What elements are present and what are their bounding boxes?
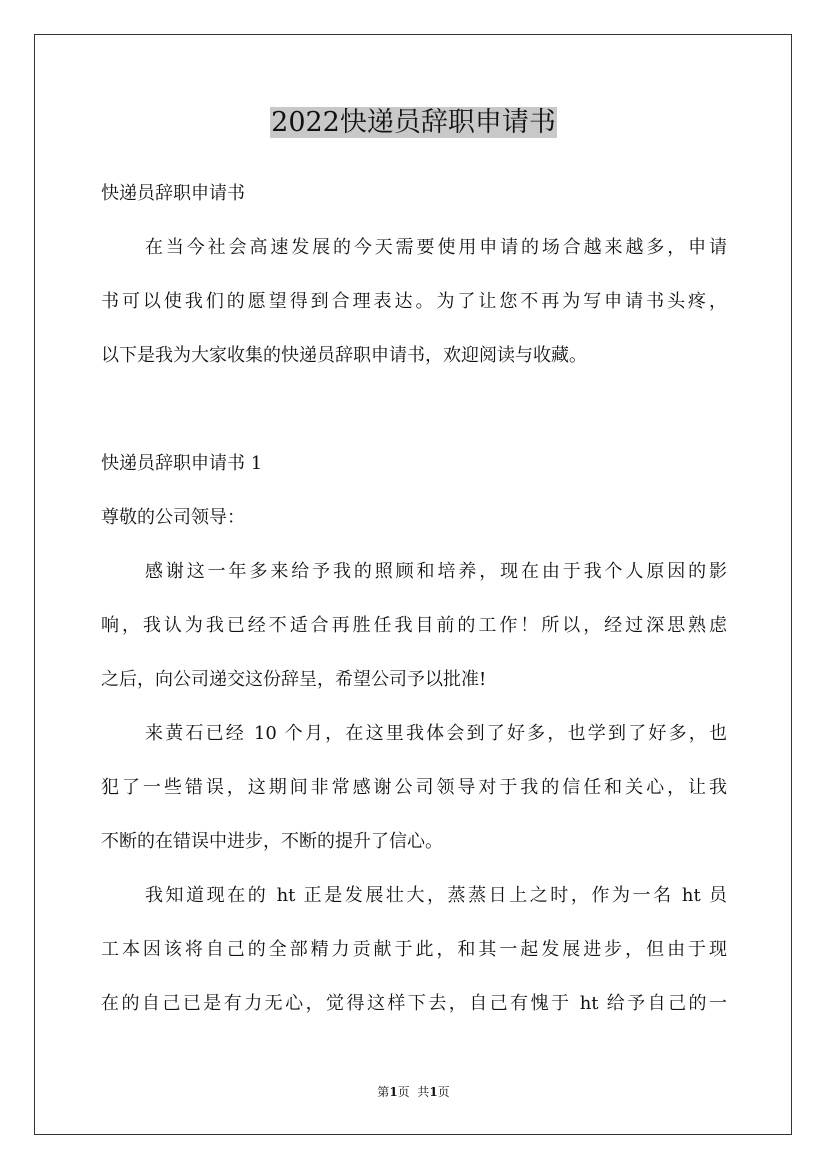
document-title [0, 104, 827, 142]
document-title-text: 2022快递员辞职申请书 [271, 107, 556, 138]
section-heading: 快递员辞职申请书 [101, 183, 245, 204]
paragraph-line: 不断的在错误中进步，不断的提升了信心。 [101, 831, 443, 852]
salutation: 尊敬的公司领导： [101, 507, 245, 528]
paragraph-line: 之后，向公司递交这份辞呈，希望公司予以批准! [101, 669, 487, 690]
page-footer [0, 1084, 827, 1100]
section-heading: 快递员辞职申请书 1 [101, 453, 263, 474]
paragraph-line: 书可以使我们的愿望得到合理表达。为了让您不再为写申请书头疼， [101, 291, 727, 312]
page-label-suffix: 页 [437, 1085, 450, 1099]
paragraph-line: 响，我认为我已经不适合再胜任我目前的工作！所以，经过深思熟虑 [101, 615, 727, 636]
paragraph-line: 在当今社会高速发展的今天需要使用申请的场合越来越多，申请 [145, 237, 727, 258]
page-label-mid: 页 共 [397, 1085, 430, 1099]
paragraph-line: 我知道现在的 ht 正是发展壮大，蒸蒸日上之时，作为一名 ht 员 [145, 885, 727, 906]
paragraph-line: 感谢这一年多来给予我的照顾和培养，现在由于我个人原因的影 [145, 561, 727, 582]
page-total: 1 [429, 1085, 438, 1099]
page-current: 1 [389, 1085, 398, 1099]
paragraph-line: 以下是我为大家收集的快递员辞职申请书，欢迎阅读与收藏。 [101, 345, 587, 366]
paragraph-line: 工本因该将自己的全部精力贡献于此，和其一起发展进步，但由于现 [101, 939, 727, 960]
paragraph-line: 犯了一些错误，这期间非常感谢公司领导对于我的信任和关心，让我 [101, 777, 727, 798]
paragraph-line: 在的自己已是有力无心，觉得这样下去，自己有愧于 ht 给予自己的一 [101, 993, 727, 1014]
page-label-prefix: 第 [377, 1085, 390, 1099]
paragraph-line: 来黄石已经 10 个月，在这里我体会到了好多，也学到了好多，也 [145, 723, 727, 744]
